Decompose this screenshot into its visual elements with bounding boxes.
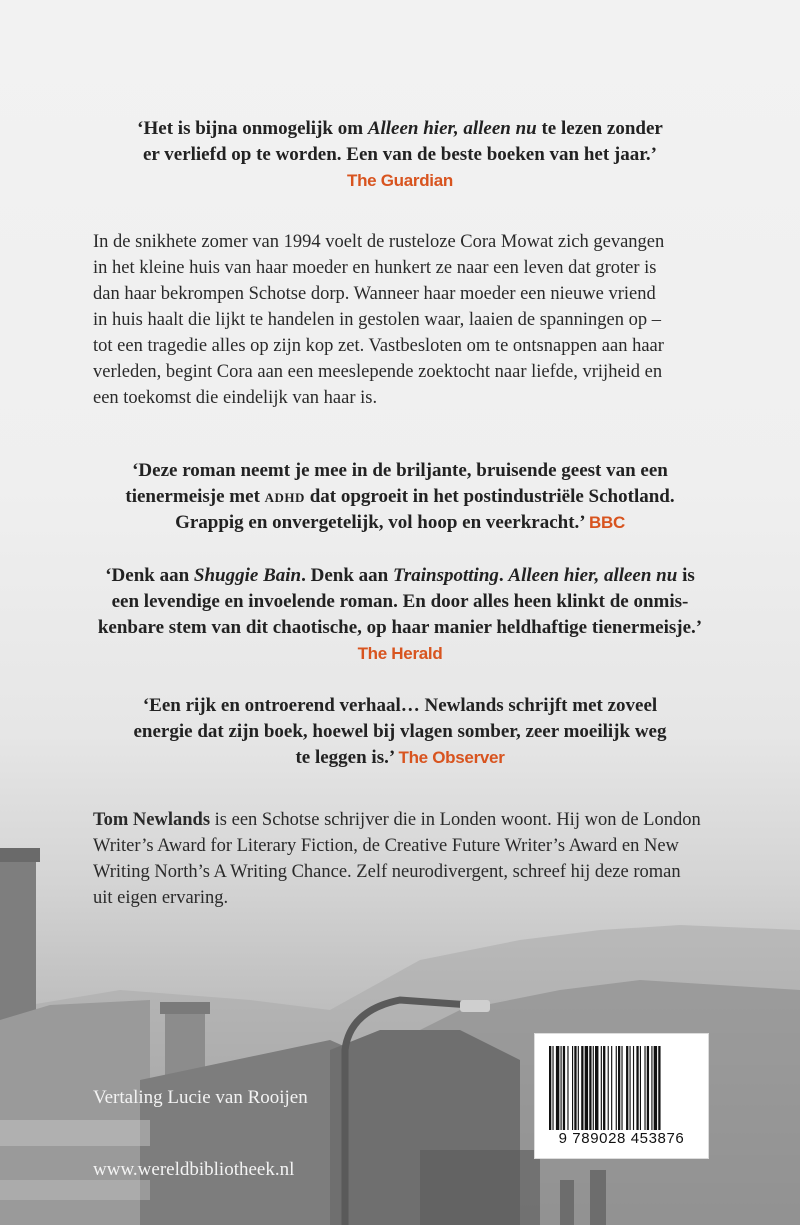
barcode-bar bbox=[640, 1046, 641, 1130]
quote-text: er verliefd op te worden. Een van de beste boeken van het jaar.’ bbox=[142, 144, 658, 165]
barcode-bar bbox=[616, 1046, 617, 1130]
quote-text: . Denk aan bbox=[301, 565, 393, 586]
barcode-bar bbox=[572, 1046, 573, 1130]
barcode-bar bbox=[611, 1046, 612, 1130]
quote-text: Grappig en onvergetelijk, vol hoop en veerkracht.’ bbox=[175, 512, 585, 533]
barcode-bar bbox=[549, 1046, 551, 1130]
barcode-bar bbox=[621, 1046, 622, 1130]
quote-text: ‘Denk aan bbox=[105, 565, 194, 586]
barcode-bar bbox=[556, 1046, 559, 1130]
abbreviation: adhd bbox=[264, 486, 305, 507]
quote-text: een levendige en invoelende roman. En door alles heen klinkt de onmis- bbox=[111, 591, 689, 612]
barcode-bar bbox=[658, 1046, 660, 1130]
barcode-bar bbox=[595, 1046, 598, 1130]
book-title: Shuggie Bain bbox=[193, 565, 302, 586]
barcode-bar bbox=[644, 1046, 645, 1130]
barcode-bar bbox=[581, 1046, 583, 1130]
quote-text: energie dat zijn boek, hoewel bij vlagen somber, zeer moeilijk weg bbox=[133, 721, 667, 742]
review-quote-guardian bbox=[100, 116, 700, 194]
barcode-bar bbox=[626, 1046, 628, 1130]
barcode-bar bbox=[630, 1046, 631, 1130]
barcode-bars bbox=[535, 1034, 708, 1134]
review-quote-observer bbox=[100, 693, 700, 771]
quote-text: dat opgroeit in het postindustriële Schotland. bbox=[304, 486, 675, 507]
blurb-line: tot een tragedie alles op zijn kop zet. Vastbesloten om te ontsnappen aan haar bbox=[93, 336, 664, 356]
barcode-bar bbox=[636, 1046, 638, 1130]
quote-text: ‘Deze roman neemt je mee in de briljante, bruisende geest van een bbox=[132, 460, 668, 481]
quote-source: The Observer bbox=[398, 748, 505, 767]
barcode-bar bbox=[618, 1046, 620, 1130]
barcode-bar bbox=[633, 1046, 634, 1130]
quote-text: ‘Het is bijna onmogelijk om bbox=[137, 118, 368, 139]
quote-text: is bbox=[677, 565, 695, 586]
barcode-bar bbox=[578, 1046, 579, 1130]
bio-line: is een Schotse schrijver die in Londen woont. Hij won de London bbox=[210, 810, 701, 830]
quote-text: ‘Een rijk en ontroerend verhaal… Newlands schrijft met zoveel bbox=[142, 695, 658, 716]
blurb-line: In de snikhete zomer van 1994 voelt de rusteloze Cora Mowat zich gevangen bbox=[93, 232, 665, 252]
isbn-number: 9 789028 453876 bbox=[558, 1130, 685, 1147]
isbn-barcode bbox=[534, 1033, 709, 1159]
book-title: Alleen hier, alleen nu bbox=[367, 118, 537, 139]
bio-line: Writing North’s A Writing Chance. Zelf neurodivergent, schreef hij deze roman bbox=[93, 862, 681, 882]
book-title: Trainspotting bbox=[392, 565, 499, 586]
blurb-line: in huis haalt die lijkt te handelen in gestolen waar, laaien de spanningen op – bbox=[93, 310, 661, 330]
barcode-bar bbox=[651, 1046, 652, 1130]
barcode-bar bbox=[574, 1046, 576, 1130]
barcode-bar bbox=[567, 1046, 568, 1130]
review-quote-herald bbox=[92, 563, 708, 667]
barcode-bar bbox=[552, 1046, 553, 1130]
blurb-line: verleden, begint Cora aan een meeslepende zoektocht naar liefde, vrijheid en bbox=[93, 362, 663, 382]
quote-text: kenbare stem van dit chaotische, op haar manier heldhaftige tienermeisje.’ bbox=[97, 617, 703, 638]
book-title: Alleen hier, alleen nu bbox=[508, 565, 678, 586]
quote-source: The Guardian bbox=[347, 171, 453, 190]
quote-text: tienermeisje met bbox=[125, 486, 265, 507]
blurb-line: dan haar bekrompen Schotse dorp. Wanneer haar moeder een nieuwe vriend bbox=[93, 284, 656, 304]
publisher-website: www.wereldbibliotheek.nl bbox=[93, 1159, 295, 1180]
barcode-bar bbox=[654, 1046, 657, 1130]
quote-text: te leggen is.’ bbox=[295, 747, 394, 768]
barcode-bar bbox=[601, 1046, 602, 1130]
barcode-bar bbox=[589, 1046, 591, 1130]
barcode-bar bbox=[647, 1046, 649, 1130]
bio-line: Writer’s Award for Literary Fiction, de Creative Future Writer’s Award en New bbox=[93, 836, 679, 856]
quote-text: . bbox=[498, 565, 509, 586]
barcode-bar bbox=[561, 1046, 562, 1130]
barcode-bar bbox=[603, 1046, 605, 1130]
barcode-bar bbox=[608, 1046, 609, 1130]
barcode-bar bbox=[593, 1046, 594, 1130]
quote-source: BBC bbox=[588, 513, 625, 532]
bio-line: uit eigen ervaring. bbox=[93, 888, 229, 908]
author-name: Tom Newlands bbox=[93, 810, 211, 830]
translator-credit: Vertaling Lucie van Rooijen bbox=[93, 1087, 308, 1108]
quote-source: The Herald bbox=[357, 644, 443, 663]
quote-text: te lezen zonder bbox=[536, 118, 663, 139]
review-quote-bbc bbox=[100, 458, 700, 536]
barcode-bar bbox=[585, 1046, 588, 1130]
author-bio bbox=[93, 807, 713, 911]
barcode-bar bbox=[563, 1046, 565, 1130]
blurb-line: een toekomst die eindelijk van haar is. bbox=[93, 388, 378, 408]
blurb-line: in het kleine huis van haar moeder en hunkert ze naar een leven dat groter is bbox=[93, 258, 657, 278]
book-blurb bbox=[93, 229, 713, 411]
